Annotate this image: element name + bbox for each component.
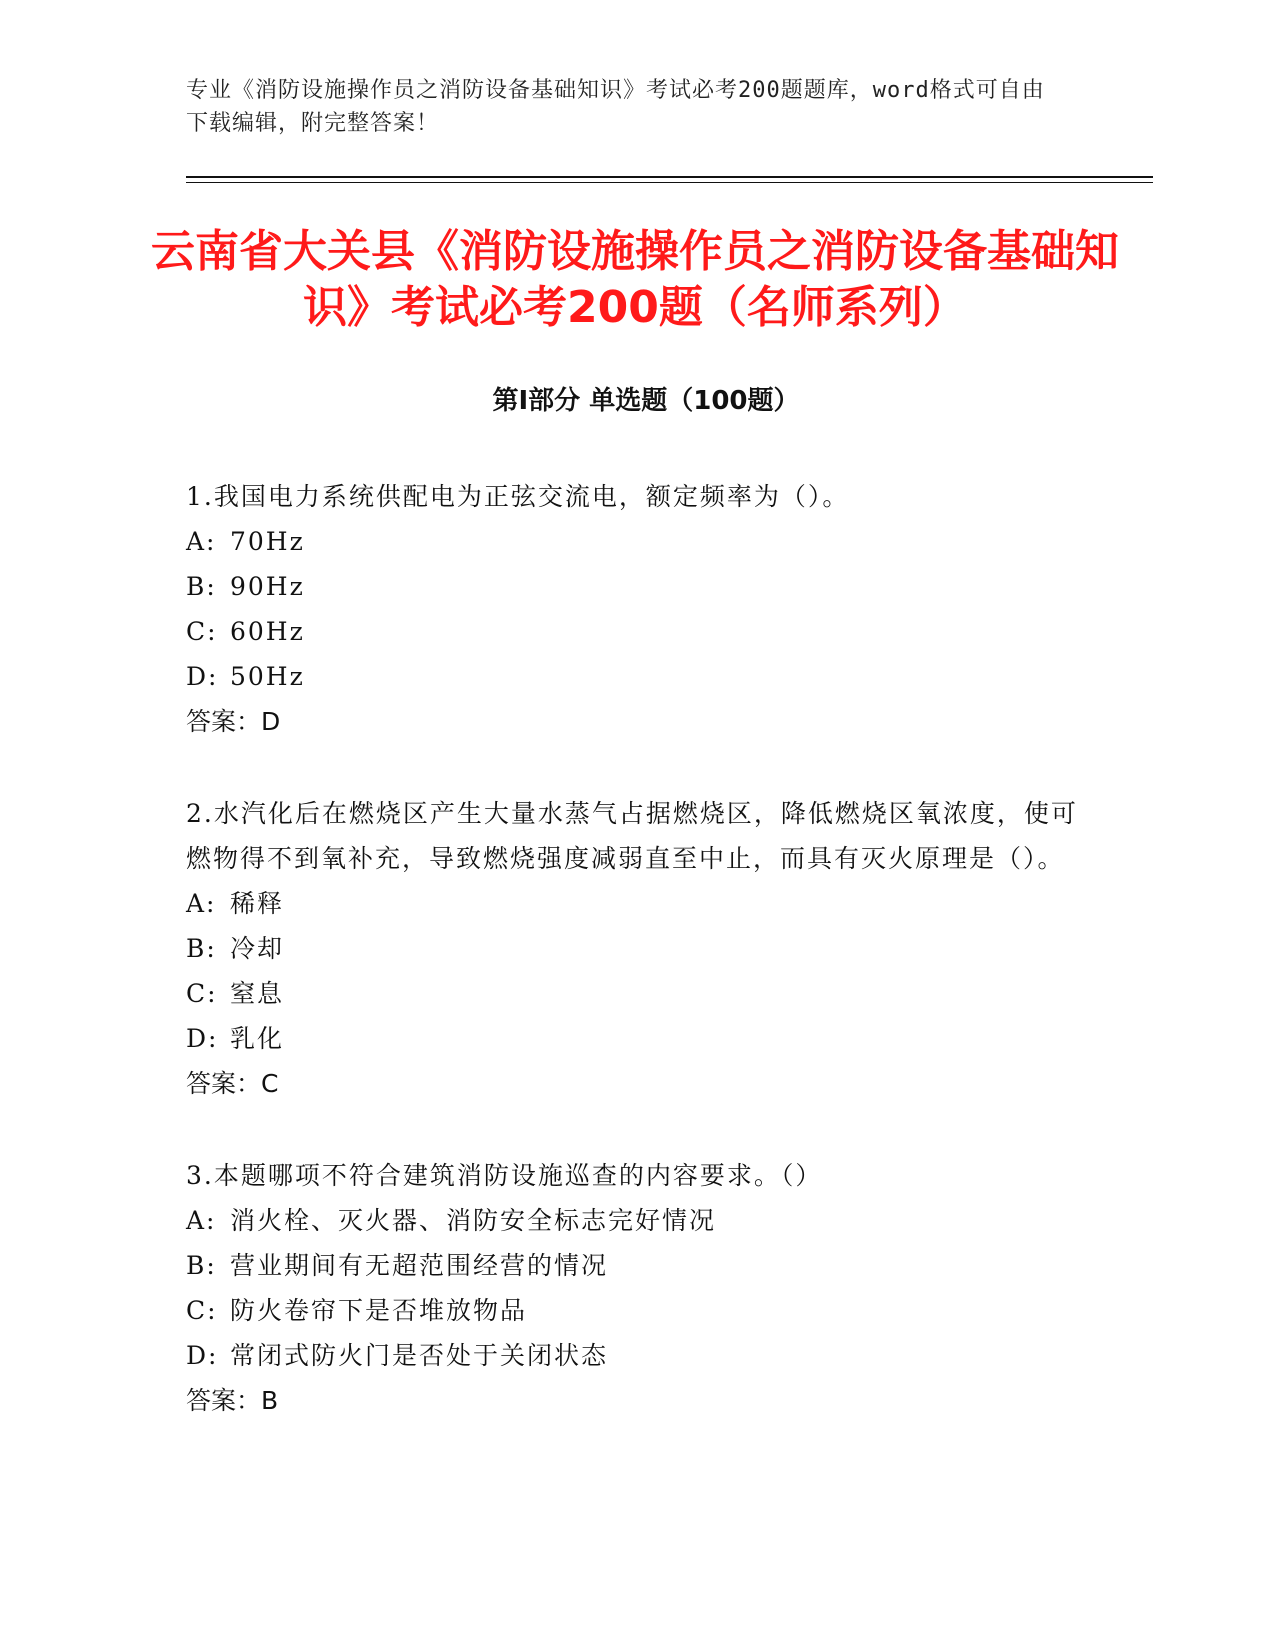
option-text: 50Hz [230, 662, 305, 691]
option-letter: B: [186, 934, 217, 963]
option-a [186, 881, 1086, 926]
option-text: 乳化 [230, 1024, 285, 1053]
option-letter: B: [186, 572, 217, 601]
option-letter: A: [186, 889, 217, 918]
option-c [186, 1288, 1086, 1333]
option-a [186, 519, 1086, 564]
question-list [186, 474, 1086, 1470]
answer: 答案：C [186, 1069, 279, 1098]
option-d [186, 1333, 1086, 1378]
section-title: 第Ⅰ部分 单选题（100题） [492, 386, 800, 416]
option-letter: C: [186, 979, 218, 1008]
question-stem: 2.水汽化后在燃烧区产生大量水蒸气占据燃烧区，降低燃烧区氧浓度，使可燃物得不到氧补充，导致燃烧强度减弱直至中止，而具有灭火原理是（）。 [186, 799, 1078, 873]
option-text: 窒息 [230, 979, 285, 1008]
option-d [186, 1016, 1086, 1061]
option-d [186, 654, 1086, 699]
question-2 [186, 791, 1086, 1106]
question-3 [186, 1153, 1086, 1423]
option-letter: A: [186, 1206, 217, 1235]
option-text: 常闭式防火门是否处于关闭状态 [230, 1341, 609, 1370]
option-c [186, 971, 1086, 1016]
option-text: 冷却 [230, 934, 285, 963]
option-letter: C: [186, 617, 218, 646]
question-1 [186, 474, 1086, 744]
option-letter: C: [186, 1296, 218, 1325]
option-letter: D: [186, 1341, 219, 1370]
option-text: 90Hz [230, 572, 305, 601]
option-letter: D: [186, 662, 219, 691]
option-letter: B: [186, 1251, 217, 1280]
option-text: 防火卷帘下是否堆放物品 [230, 1296, 528, 1325]
document-title: 云南省大关县《消防设施操作员之消防设备基础知识》考试必考200题（名师系列） [151, 226, 1119, 333]
header-note: 专业《消防设施操作员之消防设备基础知识》考试必考200题题库，word格式可自由下载编辑，附完整答案！ [186, 78, 1045, 136]
answer: 答案：B [186, 1386, 279, 1415]
option-text: 消火栓、灭火器、消防安全标志完好情况 [230, 1206, 717, 1235]
header-divider-thin [186, 182, 1153, 183]
option-b [186, 564, 1086, 609]
question-stem: 1.我国电力系统供配电为正弦交流电，额定频率为（）。 [186, 482, 850, 511]
option-letter: A: [186, 527, 217, 556]
option-text: 稀释 [230, 889, 285, 918]
option-text: 60Hz [230, 617, 305, 646]
option-text: 70Hz [230, 527, 305, 556]
option-b [186, 1243, 1086, 1288]
option-b [186, 926, 1086, 971]
answer: 答案：D [186, 707, 281, 736]
question-stem: 3.本题哪项不符合建筑消防设施巡查的内容要求。（） [186, 1161, 823, 1190]
option-letter: D: [186, 1024, 219, 1053]
option-c [186, 609, 1086, 654]
option-a [186, 1198, 1086, 1243]
option-text: 营业期间有无超范围经营的情况 [230, 1251, 609, 1280]
header-divider-thick [186, 176, 1153, 178]
